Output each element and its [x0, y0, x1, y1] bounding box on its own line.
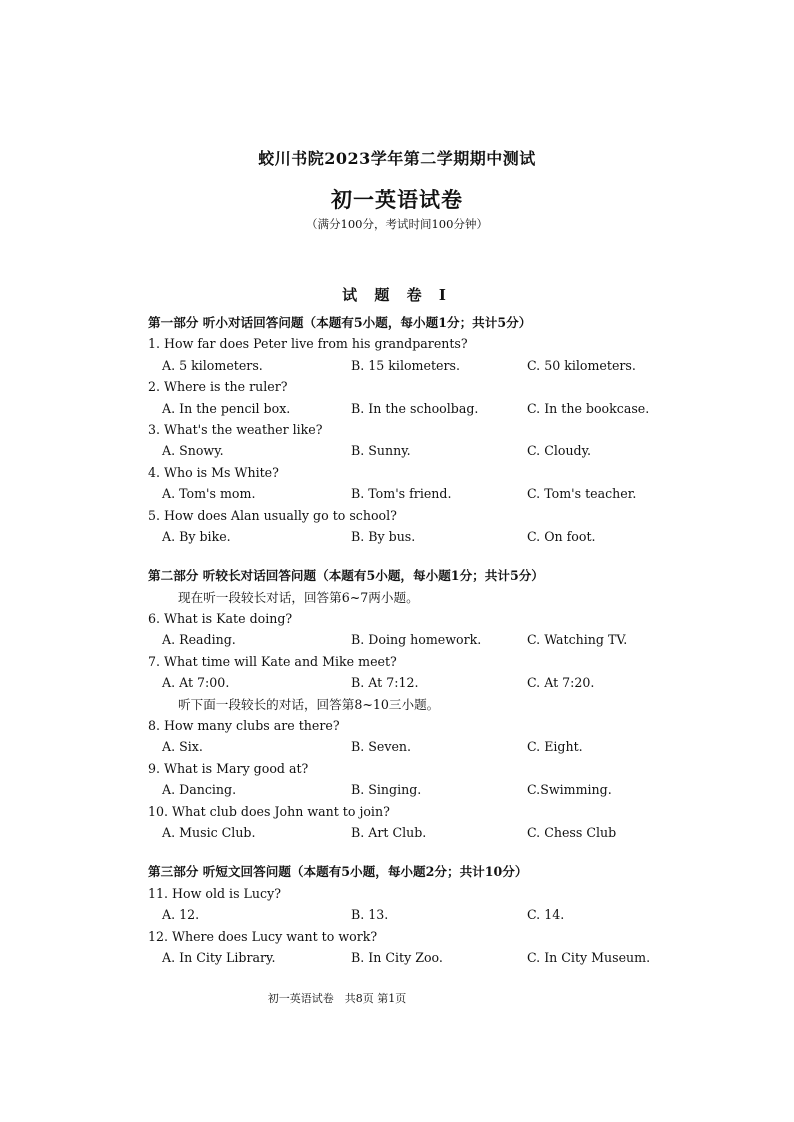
- question-text: 5. How does Alan usually go to school?: [148, 507, 397, 523]
- question-text: 6. What is Kate doing?: [148, 611, 293, 627]
- option-b: B. Tom's friend.: [351, 486, 452, 502]
- option-a: A. Music Club.: [162, 824, 256, 840]
- exam-content: [148, 312, 708, 968]
- section-header: 第一部分 听小对话回答问题（本题有5小题，每小题1分；共计5分）: [148, 315, 532, 330]
- question-text: 9. What is Mary good at?: [148, 760, 309, 776]
- question-text: 1. How far does Peter live from his grandparents?: [148, 336, 468, 352]
- option-c: C.Swimming.: [527, 782, 612, 798]
- question-text: 11. How old is Lucy?: [148, 885, 281, 901]
- option-a: A. Snowy.: [162, 443, 224, 459]
- paper-label: 试 题 卷 I: [342, 286, 452, 304]
- section-instruction: 现在听一段较长对话，回答第6~7两小题。: [178, 589, 419, 605]
- option-c: C. 50 kilometers.: [527, 357, 636, 373]
- option-b: B. 15 kilometers.: [351, 357, 460, 373]
- question-text: 4. Who is Ms White?: [148, 464, 279, 480]
- question-text: 2. Where is the ruler?: [148, 379, 288, 395]
- answer-options: [148, 736, 708, 757]
- answer-options: [148, 355, 708, 376]
- question-text: 12. Where does Lucy want to work?: [148, 928, 378, 944]
- option-c: C. On foot.: [527, 528, 596, 544]
- option-c: C. Eight.: [527, 739, 583, 755]
- option-b: B. Singing.: [351, 782, 422, 798]
- option-c: C. Watching TV.: [527, 632, 628, 648]
- page-footer: 初一英语试卷 共8页 第1页: [267, 992, 407, 1005]
- answer-options: [148, 822, 708, 843]
- exam-title: 蛟川书院2023学年第二学期期中测试: [258, 149, 536, 168]
- option-b: B. In the schoolbag.: [351, 400, 479, 416]
- option-a: A. Six.: [162, 739, 203, 755]
- answer-options: [148, 672, 708, 693]
- question-text: 8. How many clubs are there?: [148, 718, 340, 734]
- option-c: C. At 7:20.: [527, 675, 595, 691]
- option-b: B. Art Club.: [351, 824, 427, 840]
- option-a: A. 12.: [162, 907, 200, 923]
- answer-options: [148, 440, 708, 461]
- option-c: C. Cloudy.: [527, 443, 592, 459]
- option-c: C. In City Museum.: [527, 949, 651, 965]
- question-text: 3. What's the weather like?: [148, 421, 323, 437]
- option-b: B. In City Zoo.: [351, 949, 443, 965]
- option-a: A. In the pencil box.: [162, 400, 291, 416]
- option-a: A. 5 kilometers.: [162, 357, 263, 373]
- option-a: A. Tom's mom.: [162, 486, 256, 502]
- section-header: 第三部分 听短文回答问题（本题有5小题，每小题2分；共计10分）: [148, 864, 528, 880]
- option-b: B. Seven.: [351, 739, 412, 755]
- section-instruction: 听下面一段较长的对话，回答第8~10三小题。: [178, 696, 440, 712]
- option-b: B. Sunny.: [351, 443, 411, 459]
- answer-options: [148, 398, 708, 419]
- option-c: C. Chess Club: [527, 824, 617, 840]
- option-a: A. Dancing.: [162, 782, 237, 798]
- option-a: A. In City Library.: [162, 949, 276, 965]
- answer-options: [148, 904, 708, 925]
- option-b: B. By bus.: [351, 528, 416, 544]
- exam-note: （满分100分，考试时间100分钟）: [306, 217, 488, 231]
- option-a: A. At 7:00.: [162, 675, 230, 691]
- option-b: B. At 7:12.: [351, 675, 419, 691]
- exam-subtitle: 初一英语试卷: [331, 187, 463, 212]
- option-c: C. 14.: [527, 907, 565, 923]
- section-header: 第二部分 听较长对话回答问题（本题有5小题，每小题1分；共计5分）: [148, 568, 544, 584]
- option-b: B. 13.: [351, 907, 389, 923]
- option-a: A. By bike.: [162, 528, 231, 544]
- option-a: A. Reading.: [162, 632, 236, 648]
- question-text: 10. What club does John want to join?: [148, 803, 390, 819]
- option-c: C. Tom's teacher.: [527, 486, 637, 502]
- option-c: C. In the bookcase.: [527, 400, 650, 416]
- question-text: 7. What time will Kate and Mike meet?: [148, 653, 397, 669]
- answer-options: [148, 629, 708, 650]
- option-b: B. Doing homework.: [351, 632, 482, 648]
- answer-options: [148, 483, 708, 504]
- answer-options: [148, 947, 708, 968]
- answer-options: [148, 779, 708, 800]
- answer-options: [148, 526, 708, 547]
